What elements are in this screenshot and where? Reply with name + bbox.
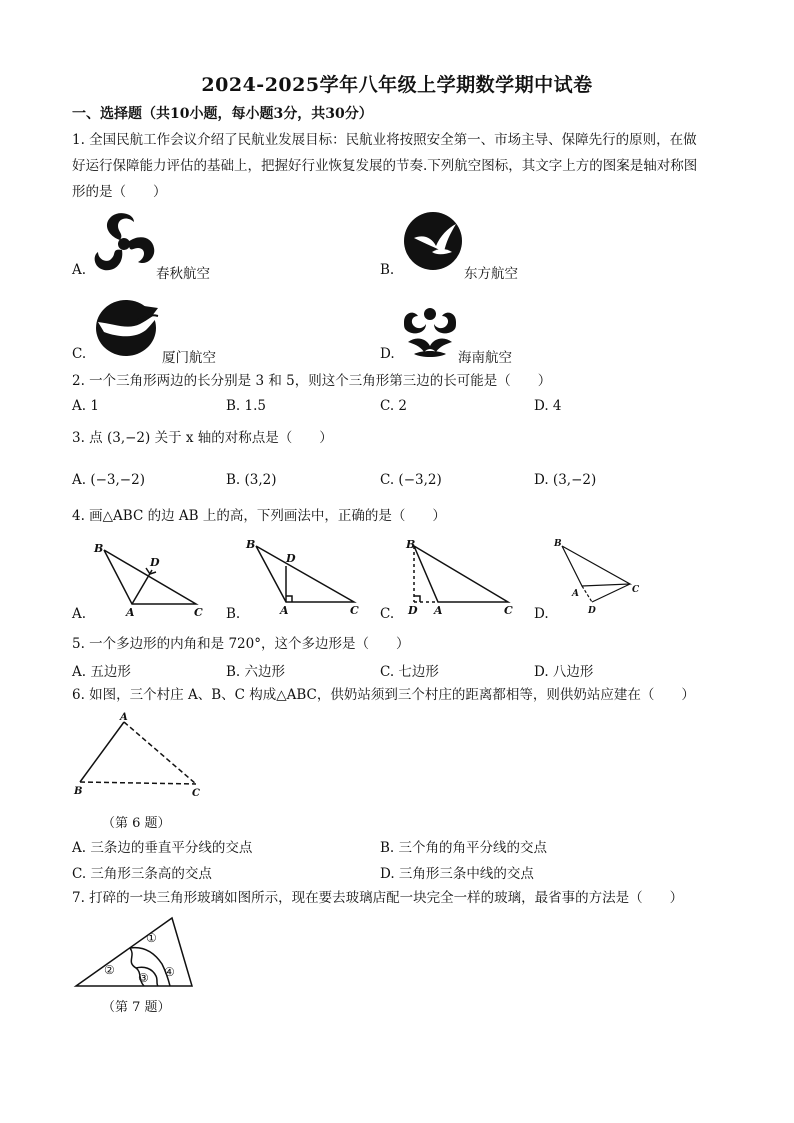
- q3-option-c[interactable]: C. (−3,2): [380, 472, 442, 488]
- q7-piece-1: ①: [146, 931, 157, 945]
- q4d-label-a: A: [572, 589, 579, 599]
- q4c-label-d: D: [408, 604, 418, 617]
- q4b-label-a: A: [280, 604, 289, 617]
- q4-option-c[interactable]: C.: [380, 606, 395, 622]
- q7-figure-broken-glass: [72, 912, 196, 992]
- q4d-label-d: D: [588, 606, 596, 616]
- q4-option-a[interactable]: A.: [72, 606, 87, 622]
- q1-option-c-letter[interactable]: C.: [72, 346, 87, 362]
- q4-figure-d: [548, 536, 648, 618]
- spring-airlines-logo-icon: [90, 208, 158, 278]
- q4-option-b[interactable]: B.: [226, 606, 241, 622]
- q2-text: 2. 一个三角形两边的长分别是 3 和 5，则这个三角形第三边的长可能是（ ）: [72, 373, 552, 389]
- q7-piece-2: ②: [104, 963, 115, 977]
- q1-option-d-letter[interactable]: D.: [380, 346, 395, 362]
- q5-option-a[interactable]: A. 五边形: [72, 664, 131, 680]
- q5-option-d[interactable]: D. 八边形: [534, 664, 594, 680]
- q6-option-b[interactable]: B. 三个角的角平分线的交点: [380, 840, 548, 856]
- q4a-label-a: A: [126, 606, 135, 618]
- q7-text: 7. 打碎的一块三角形玻璃如图所示，现在要去玻璃店配一块完全一样的玻璃，最省事的方法是（ ）: [72, 890, 684, 906]
- q6-caption: （第 6 题）: [102, 816, 171, 831]
- q6-option-c[interactable]: C. 三角形三条高的交点: [72, 866, 212, 882]
- q4c-label-c: C: [504, 604, 513, 617]
- q3-option-d[interactable]: D. (3,−2): [534, 472, 597, 488]
- q4c-label-b: B: [406, 538, 416, 551]
- q1-option-a-letter[interactable]: A.: [72, 262, 87, 278]
- q4b-label-c: C: [350, 604, 359, 617]
- q3-option-b[interactable]: B. (3,2): [226, 472, 277, 488]
- q6-figure-triangle: [72, 710, 212, 802]
- page-title: 2024-2025学年八年级上学期数学期中试卷: [201, 74, 593, 96]
- q7-piece-3: ③: [138, 971, 149, 985]
- q2-option-a[interactable]: A. 1: [72, 398, 99, 414]
- q4d-label-b: B: [554, 539, 562, 549]
- q3-text: 3. 点 (3,−2) 关于 x 轴的对称点是（ ）: [72, 430, 333, 446]
- q4-figure-b: [242, 536, 366, 618]
- q1-option-b-name: 东方航空: [464, 266, 518, 282]
- q4b-label-b: B: [246, 538, 256, 551]
- q6-label-a: A: [120, 712, 128, 723]
- q6-label-b: B: [74, 786, 83, 797]
- q4a-label-c: C: [194, 606, 203, 618]
- q1-line3: 形的是（ ）: [72, 184, 167, 200]
- q4-text: 4. 画△ABC 的边 AB 上的高，下列画法中，正确的是（ ）: [72, 508, 446, 524]
- q4d-label-c: C: [632, 585, 640, 595]
- q1-option-a-name: 春秋航空: [156, 266, 210, 282]
- q7-piece-4: ④: [164, 965, 175, 979]
- q5-option-b[interactable]: B. 六边形: [226, 664, 286, 680]
- q4a-label-b: B: [94, 542, 104, 555]
- section-heading: 一、选择题（共10小题，每小题3分，共30分）: [72, 106, 373, 122]
- q6-option-d[interactable]: D. 三角形三条中线的交点: [380, 866, 534, 882]
- q4-figure-a: [88, 540, 208, 618]
- xiamen-airlines-logo-icon: [94, 294, 164, 360]
- q1-option-b-letter[interactable]: B.: [380, 262, 395, 278]
- q1-line2: 好运行保障能力评估的基础上，把握好行业恢复发展的节奏.下列航空图标，其文字上方的图案是轴对称图: [72, 158, 698, 174]
- q2-option-c[interactable]: C. 2: [380, 398, 408, 414]
- q1-option-c-name: 厦门航空: [162, 350, 216, 366]
- q6-text: 6. 如图，三个村庄 A、B、C 构成△ABC，供奶站须到三个村庄的距离都相等，则供奶站应建在（ ）: [72, 687, 695, 703]
- q1-line1: 1. 全国民航工作会议介绍了民航业发展目标：民航业将按照安全第一、市场主导、保障先行的原则，在做: [72, 132, 697, 148]
- china-eastern-logo-icon: [402, 208, 464, 274]
- q6-option-a[interactable]: A. 三条边的垂直平分线的交点: [72, 840, 253, 856]
- q5-option-c[interactable]: C. 七边形: [380, 664, 439, 680]
- q4c-label-a: A: [434, 604, 443, 617]
- q2-option-d[interactable]: D. 4: [534, 398, 562, 414]
- q1-option-d-name: 海南航空: [458, 350, 512, 366]
- q7-caption: （第 7 题）: [102, 1000, 171, 1015]
- hainan-airlines-logo-icon: [400, 302, 460, 360]
- q4-option-d[interactable]: D.: [534, 606, 549, 622]
- q4a-label-d: D: [150, 556, 160, 569]
- q4b-label-d: D: [286, 552, 296, 565]
- q6-label-c: C: [192, 788, 200, 799]
- q3-option-a[interactable]: A. (−3,−2): [72, 472, 145, 488]
- q5-text: 5. 一个多边形的内角和是 720°，这个多边形是（ ）: [72, 636, 410, 652]
- q2-option-b[interactable]: B. 1.5: [226, 398, 266, 414]
- q4-figure-c: [396, 536, 520, 618]
